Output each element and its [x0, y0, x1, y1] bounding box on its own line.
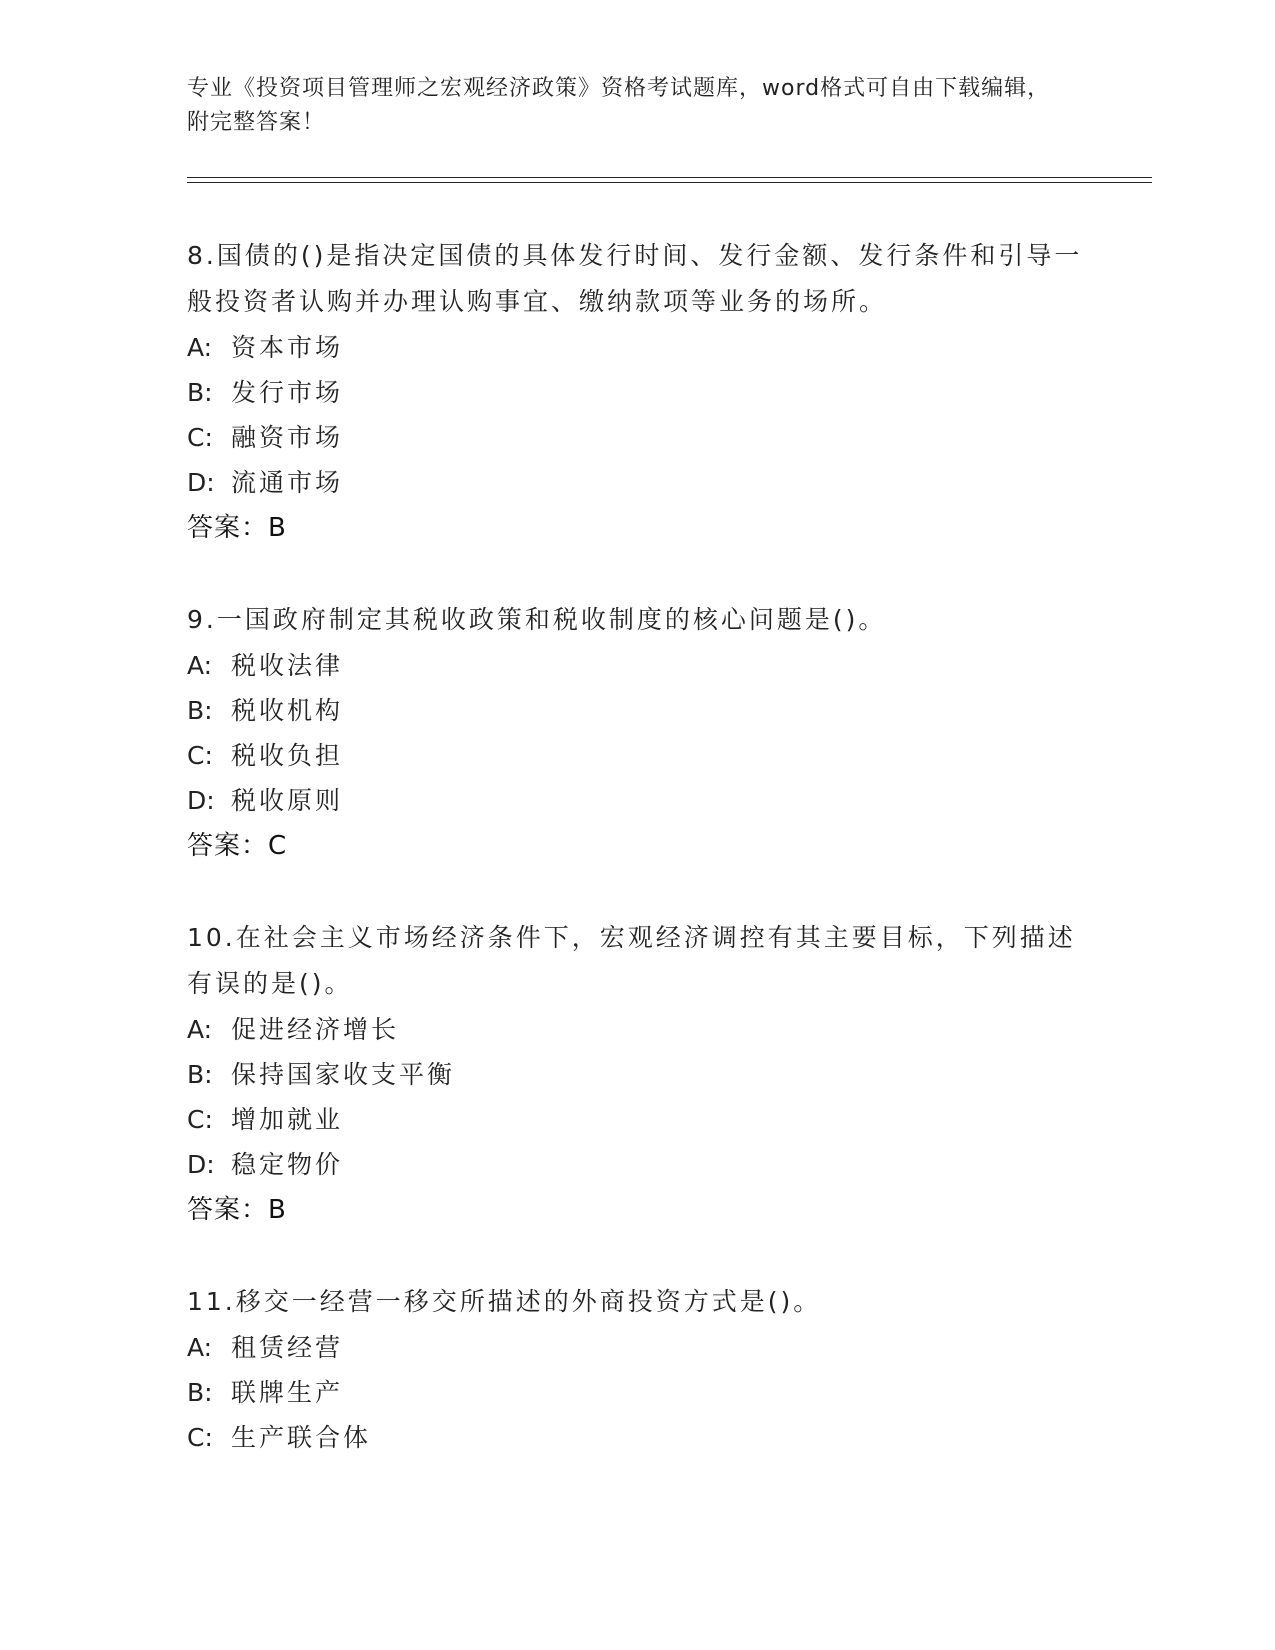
option-key: D: — [187, 786, 215, 815]
option-a — [187, 1007, 1087, 1052]
option-text: 保持国家收支平衡 — [231, 1060, 456, 1089]
option-text: 促进经济增长 — [231, 1015, 400, 1044]
option-key: A: — [187, 651, 213, 680]
option-text: 稳定物价 — [231, 1150, 344, 1179]
answer-line: 答案：B — [187, 513, 287, 543]
option-b — [187, 1052, 1087, 1097]
question-stem: 9.一国政府制定其税收政策和税收制度的核心问题是()。 — [187, 605, 887, 634]
option-text: 租赁经营 — [231, 1333, 344, 1362]
option-text: 联牌生产 — [231, 1378, 344, 1407]
document-header-title: 专业《投资项目管理师之宏观经济政策》资格考试题库，word格式可自由下载编辑，附完整答案！ — [187, 76, 1051, 135]
question-stem: 11.移交一经营一移交所描述的外商投资方式是()。 — [187, 1287, 822, 1316]
option-text: 税收原则 — [231, 786, 344, 815]
question-stem: 8.国债的()是指决定国债的具体发行时间、发行金额、发行条件和引导一般投资者认购并办理认购事宜、缴纳款项等业务的场所。 — [187, 241, 1083, 316]
option-key: A: — [187, 1015, 213, 1044]
option-c — [187, 733, 1087, 778]
question-10 — [187, 915, 1087, 1233]
option-key: C: — [187, 741, 213, 770]
option-key: C: — [187, 1423, 213, 1452]
option-text: 生产联合体 — [231, 1423, 372, 1452]
option-text: 税收负担 — [231, 741, 344, 770]
option-key: D: — [187, 468, 215, 497]
option-key: C: — [187, 1105, 213, 1134]
option-text: 流通市场 — [231, 468, 344, 497]
option-text: 资本市场 — [231, 333, 344, 362]
question-9 — [187, 597, 1087, 869]
option-key: B: — [187, 696, 213, 725]
option-b — [187, 370, 1087, 415]
option-key: B: — [187, 1060, 213, 1089]
option-key: A: — [187, 333, 213, 362]
question-11 — [187, 1279, 1087, 1460]
question-stem: 10.在社会主义市场经济条件下，宏观经济调控有其主要目标，下列描述有误的是()。 — [187, 923, 1076, 998]
option-d — [187, 1142, 1087, 1187]
option-text: 税收法律 — [231, 651, 344, 680]
option-text: 增加就业 — [231, 1105, 344, 1134]
option-key: A: — [187, 1333, 213, 1362]
option-b — [187, 688, 1087, 733]
option-d — [187, 460, 1087, 505]
option-d — [187, 778, 1087, 823]
option-key: B: — [187, 1378, 213, 1407]
option-key: D: — [187, 1150, 215, 1179]
option-key: B: — [187, 378, 213, 407]
option-b — [187, 1370, 1087, 1415]
answer-line: 答案：C — [187, 831, 288, 861]
option-a — [187, 325, 1087, 370]
option-c — [187, 1415, 1087, 1460]
option-text: 融资市场 — [231, 423, 344, 452]
option-a — [187, 1325, 1087, 1370]
question-8 — [187, 233, 1087, 551]
header-rule-top — [187, 177, 1152, 178]
answer-line: 答案：B — [187, 1195, 287, 1225]
option-text: 税收机构 — [231, 696, 344, 725]
option-c — [187, 1097, 1087, 1142]
option-c — [187, 415, 1087, 460]
option-key: C: — [187, 423, 213, 452]
header-rule-bottom — [187, 182, 1152, 183]
option-text: 发行市场 — [231, 378, 344, 407]
option-a — [187, 643, 1087, 688]
